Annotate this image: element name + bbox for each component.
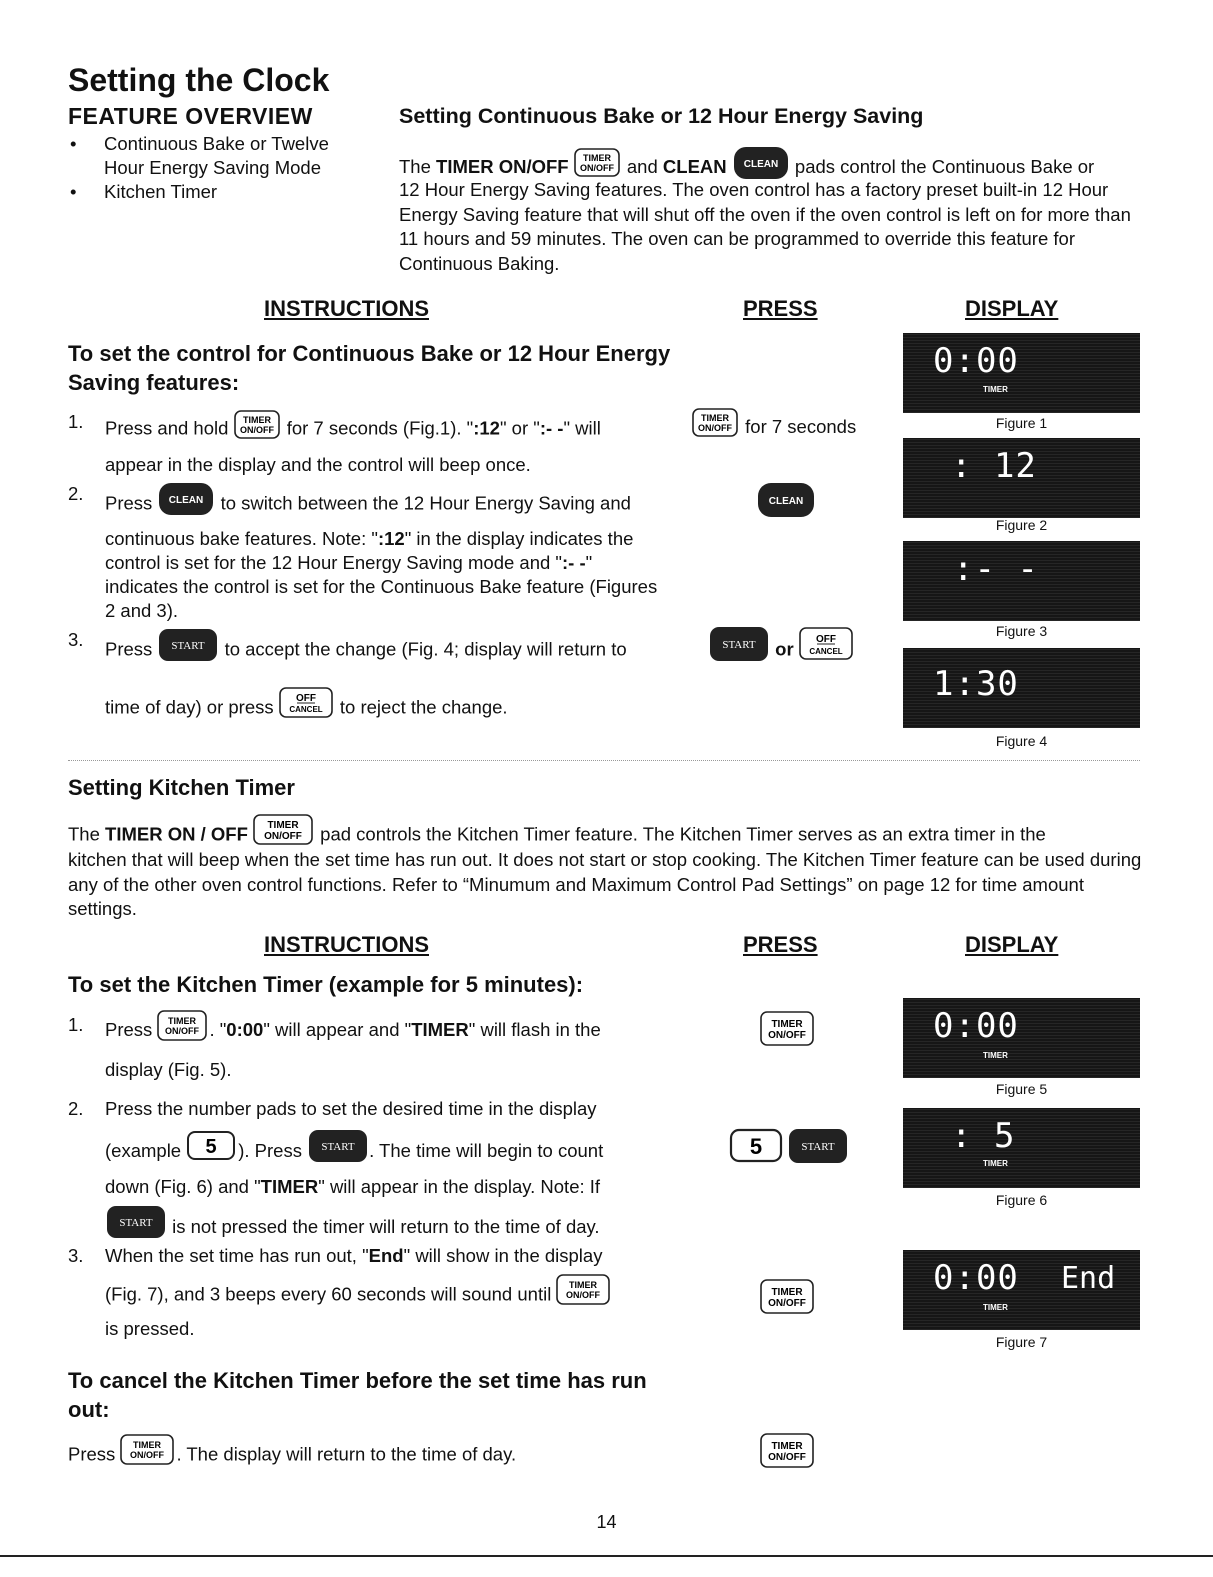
number-5-pad-icon: [729, 1128, 785, 1169]
start-pad-icon: [787, 1128, 849, 1169]
svg-text:CLEAN: CLEAN: [169, 495, 204, 506]
svg-text:TIMER: TIMER: [771, 1441, 803, 1452]
start-pad-icon: [307, 1129, 369, 1175]
clean-pad-icon: [157, 482, 215, 527]
continuous-bake-heading: Setting Continuous Bake or 12 Hour Energy Saving: [399, 104, 924, 128]
timer-on-off-pad-icon: [157, 1010, 209, 1052]
svg-text:ON/OFF: ON/OFF: [130, 1450, 165, 1460]
display-figure-4: 1:30: [903, 648, 1140, 728]
svg-text:ON/OFF: ON/OFF: [165, 1026, 200, 1036]
svg-text:CANCEL: CANCEL: [289, 705, 323, 714]
svg-text:CANCEL: CANCEL: [809, 647, 843, 656]
continuous-bake-intro: The TIMER ON/OFF TIMER ON/OFF and CLEAN CLEAN pads control the Continuous Bake or 12 Hour Energy Saving features. The oven control has a factory preset built-in 12 Hour Energy Saving feature that will shut off the oven if the oven control is left on for more than 11 hours and 59 minutes. The oven can be programmed to override this feature for Continuous Baking.: [399, 146, 1144, 276]
kitchen-timer-heading: Setting Kitchen Timer: [68, 775, 295, 800]
instruction-step: 3. When the set time has run out, "End" will show in the display (Fig. 7), and 3 beeps every 60 seconds will sound until TIMER ON/OFF is pressed.: [68, 1244, 688, 1341]
svg-text:TIMER: TIMER: [771, 1287, 803, 1298]
timer-on-off-pad-icon: [234, 410, 282, 449]
svg-text:TIMER: TIMER: [168, 1016, 197, 1026]
figure-caption: Figure 7: [995, 1334, 1048, 1350]
svg-text:CLEAN: CLEAN: [743, 159, 779, 170]
svg-text:ON/OFF: ON/OFF: [566, 1290, 601, 1300]
timer-on-off-pad-icon: [760, 1279, 816, 1320]
instruction-step: 2. Press the number pads to set the desired time in the display (example 5 ). Press START . The time will begin to count down (Fig. 6) and "TIMER" will appear in the display. Note: If START is not pressed the timer will return to the time of day.: [68, 1097, 688, 1251]
display-column-header: DISPLAY: [965, 932, 1059, 957]
svg-text:CLEAN: CLEAN: [768, 496, 804, 507]
svg-text:5: 5: [205, 1136, 217, 1158]
svg-text:TIMER: TIMER: [569, 1280, 598, 1290]
press-instruction: TIMER ON/OFF for 7 seconds: [692, 408, 856, 448]
display-column-header: DISPLAY: [965, 296, 1059, 321]
timer-on-off-pad-icon: [120, 1434, 176, 1477]
timer-on-off-pad-icon: [556, 1274, 612, 1317]
svg-text:START: START: [321, 1141, 355, 1153]
svg-text:ON/OFF: ON/OFF: [239, 425, 274, 435]
start-pad-icon: [708, 626, 770, 675]
off-cancel-pad-icon: [799, 627, 855, 674]
svg-text:OFF: OFF: [295, 693, 316, 704]
figure-caption: Figure 2: [995, 517, 1048, 533]
section-subheading: To set the control for Continuous Bake or 12 Hour Energy Saving features:: [68, 341, 671, 395]
figure-caption: Figure 4: [995, 733, 1048, 749]
kitchen-timer-intro: The TIMER ON / OFF TIMER ON/OFF pad controls the Kitchen Timer feature. The Kitchen Timer serves as an extra timer in the kitchen that will beep when the set time has run out. It does not start or stop cooking. The Kitchen Timer feature can be used during any of the other oven control functions. Refer to “Minumum and Maximum Control Pad Settings” on page 12 for time amount settings.: [68, 814, 1143, 922]
svg-text:START: START: [722, 639, 756, 651]
display-figure-3: :- -: [903, 541, 1140, 621]
svg-text:ON/OFF: ON/OFF: [698, 423, 732, 433]
svg-text:TIMER: TIMER: [267, 820, 299, 831]
press-column-header: PRESS: [743, 932, 818, 957]
svg-text:TIMER: TIMER: [701, 413, 729, 423]
timer-on-off-pad-icon: [760, 1433, 816, 1474]
page-number: 14: [596, 1512, 617, 1532]
svg-text:START: START: [171, 640, 206, 652]
clean-pad-icon: [756, 482, 816, 523]
figure-caption: Figure 3: [995, 623, 1048, 639]
svg-text:START: START: [801, 1141, 835, 1153]
off-cancel-pad-icon: [279, 687, 335, 730]
instruction-step: 2. Press CLEAN to switch between the 12 Hour Energy Saving and continuous bake features. Note: ":12" in the display indicates the control is set for the 12 Hour Energy Saving mode and ":- -" indicates the control is set for the Continuous Bake feature (Figures 2 and 3).: [68, 483, 658, 621]
timer-on-off-pad-icon: [692, 408, 740, 448]
feature-overview-list: [68, 132, 368, 204]
timer-on-off-pad-icon: [760, 1011, 816, 1052]
figure-caption: Figure 5: [995, 1081, 1048, 1097]
svg-text:TIMER: TIMER: [582, 153, 611, 163]
section-subheading: To cancel the Kitchen Timer before the set time has run out:: [68, 1368, 647, 1422]
list-item: • Continuous Bake or Twelve Hour Energy Saving Mode: [68, 132, 368, 180]
svg-text:TIMER: TIMER: [133, 1440, 162, 1450]
instruction-step: 1. Press and hold TIMER ON/OFF for 7 seconds (Fig.1). ":12" or ":- -" will appear in the display and the control will beep once.: [68, 411, 601, 475]
display-figure-5: 0:00 TIMER: [903, 998, 1140, 1078]
instruction-step: Press TIMER ON/OFF . The display will return to the time of day.: [68, 1434, 516, 1477]
instructions-column-header: INSTRUCTIONS: [264, 932, 429, 957]
svg-text:ON/OFF: ON/OFF: [768, 1298, 806, 1309]
page-bottom-rule: [0, 1555, 1213, 1557]
section-subheading: To set the Kitchen Timer (example for 5 minutes):: [68, 972, 584, 997]
instructions-column-header: INSTRUCTIONS: [264, 296, 429, 321]
feature-overview-heading: FEATURE OVERVIEW: [68, 103, 313, 129]
instruction-step: 1. Press TIMER ON/OFF . "0:00" will appear and "TIMER" will flash in the display (Fig. 5).: [68, 1010, 688, 1082]
figure-caption: Figure 1: [995, 415, 1048, 431]
list-item: • Kitchen Timer: [68, 180, 368, 204]
display-figure-7: 0:00 End TIMER: [903, 1250, 1140, 1330]
section-divider: [68, 760, 1140, 761]
svg-text:5: 5: [749, 1134, 763, 1159]
display-figure-6: : 5 TIMER: [903, 1108, 1140, 1188]
number-5-pad-icon: [186, 1130, 238, 1174]
instruction-step: 3. Press START to accept the change (Fig. 4; display will return to time of day) or press OFF CANCEL to reject the change.: [68, 628, 668, 730]
svg-text:ON/OFF: ON/OFF: [768, 1452, 806, 1463]
display-figure-1: 0:00 TIMER: [903, 333, 1140, 413]
svg-text:TIMER: TIMER: [242, 415, 271, 425]
svg-text:OFF: OFF: [815, 634, 836, 645]
press-column-header: PRESS: [743, 296, 818, 321]
svg-text:TIMER: TIMER: [771, 1019, 803, 1030]
page-title: Setting the Clock: [68, 62, 330, 98]
press-instruction: START or OFF CANCEL: [708, 626, 855, 675]
figure-caption: Figure 6: [995, 1192, 1048, 1208]
svg-text:ON/OFF: ON/OFF: [264, 831, 302, 842]
svg-text:ON/OFF: ON/OFF: [579, 163, 614, 173]
display-figure-2: : 12: [903, 438, 1140, 518]
svg-text:START: START: [119, 1217, 153, 1229]
start-pad-icon: [157, 628, 219, 673]
svg-text:ON/OFF: ON/OFF: [768, 1030, 806, 1041]
